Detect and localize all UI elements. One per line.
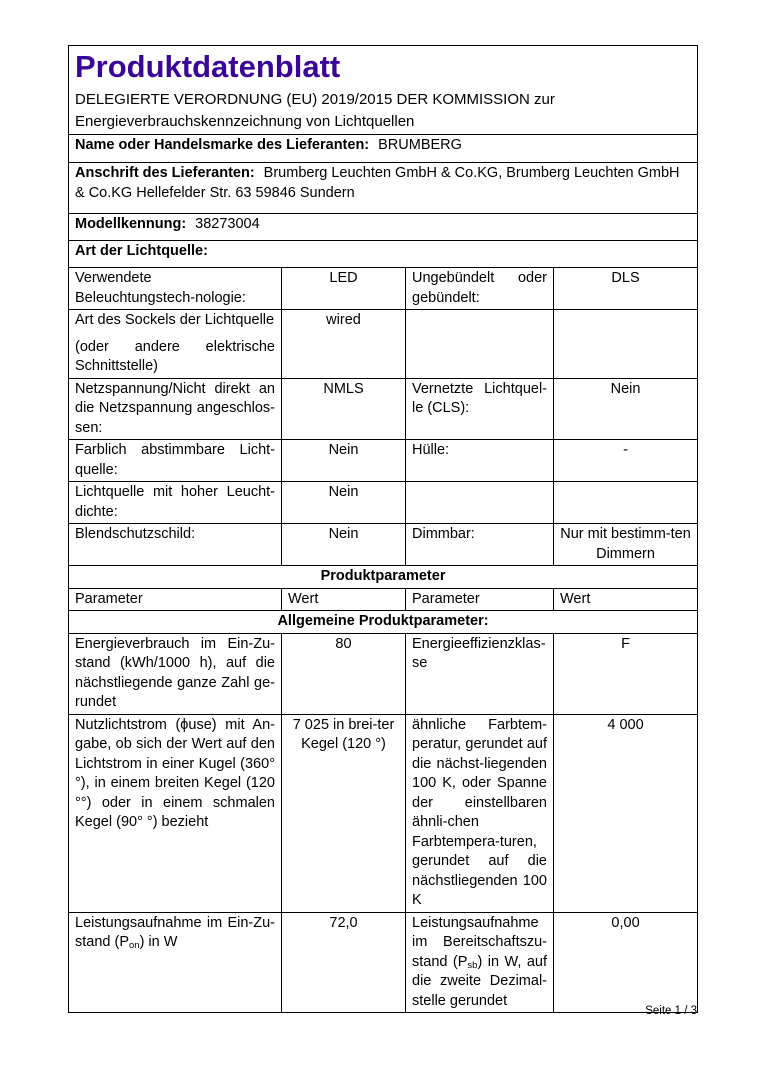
table-row: [69, 310, 698, 379]
value-cell: 80: [282, 633, 406, 714]
supplier-name-cell: [69, 135, 698, 163]
supplier-name-row: [69, 135, 698, 163]
regulation-subtitle: [75, 89, 691, 133]
value-cell: Nein: [554, 378, 698, 440]
table-row: [69, 524, 698, 566]
page-number: Seite 1 / 3: [645, 1005, 697, 1017]
table-row: [69, 268, 698, 310]
supplier-name-label: Name oder Handelsmarke des Lieferanten:: [75, 137, 370, 153]
param-cell: Vernetzte Lichtquel-le (CLS):: [406, 378, 554, 440]
supplier-address-label: Anschrift des Lieferanten:: [75, 165, 255, 181]
page-title: Produktdatenblatt: [75, 49, 341, 84]
param-cell: Nutzlichtstrom (ϕuse) mit An-gabe, ob sich der Wert auf den Lichtstrom in einer Kugel (360° °), in einem breiten Kegel (120 °°) oder in einem schmalen Kegel (90° °) bezieht: [69, 714, 282, 912]
regulation-line-1: DELEGIERTE VERORDNUNG (EU) 2019/2015 DER KOMMISSION zur: [75, 91, 555, 108]
supplier-address-cell: [69, 163, 698, 214]
value-cell: 4 000: [554, 714, 698, 912]
param-cell: [406, 482, 554, 524]
light-source-section-row: [69, 241, 698, 268]
param-cell: Leistungsaufnahme im Bereitschaftszu-stand $(P_{sb})$ in W, auf die zweite Dezimal-stelle gerundet: [406, 912, 554, 1013]
table-row: [69, 714, 698, 912]
value-cell: [554, 310, 698, 379]
column-header-row: [69, 588, 698, 611]
value-cell: Nein: [282, 524, 406, 566]
param-cell: Energieverbrauch im Ein-Zu-stand (kWh/1000 h), auf die nächstliegende ganze Zahl ge-rundet: [69, 633, 282, 714]
param-cell: Verwendete Beleuchtungstech-nologie:: [69, 268, 282, 310]
table-row: [69, 440, 698, 482]
param-cell: [406, 310, 554, 379]
datasheet-table: [68, 45, 698, 1013]
value-cell: 72,0: [282, 912, 406, 1013]
model-value: 38273004: [195, 216, 260, 232]
column-header: Parameter: [406, 588, 554, 611]
table-row: [69, 378, 698, 440]
column-header: Wert: [554, 588, 698, 611]
product-parameters-header-row: [69, 566, 698, 589]
param-cell: Dimmbar:: [406, 524, 554, 566]
param-cell: Energieeffizienzklas-se: [406, 633, 554, 714]
table-row: [69, 912, 698, 1013]
value-cell: LED: [282, 268, 406, 310]
column-header: Parameter: [69, 588, 282, 611]
value-cell: DLS: [554, 268, 698, 310]
general-parameters-title: Allgemeine Produktparameter:: [69, 611, 698, 634]
model-row: [69, 214, 698, 241]
param-cell: Blendschutzschild:: [69, 524, 282, 566]
value-cell: 7 025 in brei-ter Kegel (120 °): [282, 714, 406, 912]
supplier-address-value: Brumberg Leuchten GmbH & Co.KG, Brumberg Leuchten GmbH & Co.KG Hellefelder Str. 63 59846 Sundern: [75, 165, 680, 201]
value-cell: -: [554, 440, 698, 482]
param-cell: Hülle:: [406, 440, 554, 482]
value-cell: 0,00: [554, 912, 698, 1013]
value-cell: Nein: [282, 440, 406, 482]
value-cell: wired: [282, 310, 406, 379]
socket-type-line: Art des Sockels der Lichtquelle: [75, 312, 275, 328]
product-parameters-title: Produktparameter: [69, 566, 698, 589]
title-row: [69, 46, 698, 135]
general-parameters-header-row: [69, 611, 698, 634]
param-cell: ähnliche Farbtem-peratur, gerundet auf die nächst-liegenden 100 K, oder Spanne der einstellbaren ähnli-chen Farbtempera-turen, gerundet auf die nächstliegenden 100 K: [406, 714, 554, 912]
param-cell: Netzspannung/Nicht direkt an die Netzspannung angeschlos-sen:: [69, 378, 282, 440]
regulation-line-2: Energieverbrauchskennzeichnung von Lichtquellen: [75, 113, 415, 130]
value-cell: NMLS: [282, 378, 406, 440]
light-source-section-title: Art der Lichtquelle:: [69, 241, 698, 268]
table-row: [69, 482, 698, 524]
value-cell: [554, 482, 698, 524]
param-cell: Ungebündelt oder gebündelt:: [406, 268, 554, 310]
supplier-address-row: [69, 163, 698, 214]
title-cell: [69, 46, 698, 135]
value-cell: Nein: [282, 482, 406, 524]
param-cell: Lichtquelle mit hoher Leucht-dichte:: [69, 482, 282, 524]
supplier-name-value: BRUMBERG: [378, 137, 462, 153]
model-label: Modellkennung:: [75, 216, 187, 232]
param-cell: [69, 310, 282, 379]
socket-type-note: (oder andere elektrische Schnittstelle): [75, 338, 275, 374]
column-header: Wert: [282, 588, 406, 611]
value-cell: F: [554, 633, 698, 714]
table-row: [69, 633, 698, 714]
param-cell: Leistungsaufnahme im Ein-Zu-stand $(P_{on})$ in W: [69, 912, 282, 1013]
param-cell: Farblich abstimmbare Licht-quelle:: [69, 440, 282, 482]
model-cell: [69, 214, 698, 241]
value-cell: Nur mit bestimm-ten Dimmern: [554, 524, 698, 566]
